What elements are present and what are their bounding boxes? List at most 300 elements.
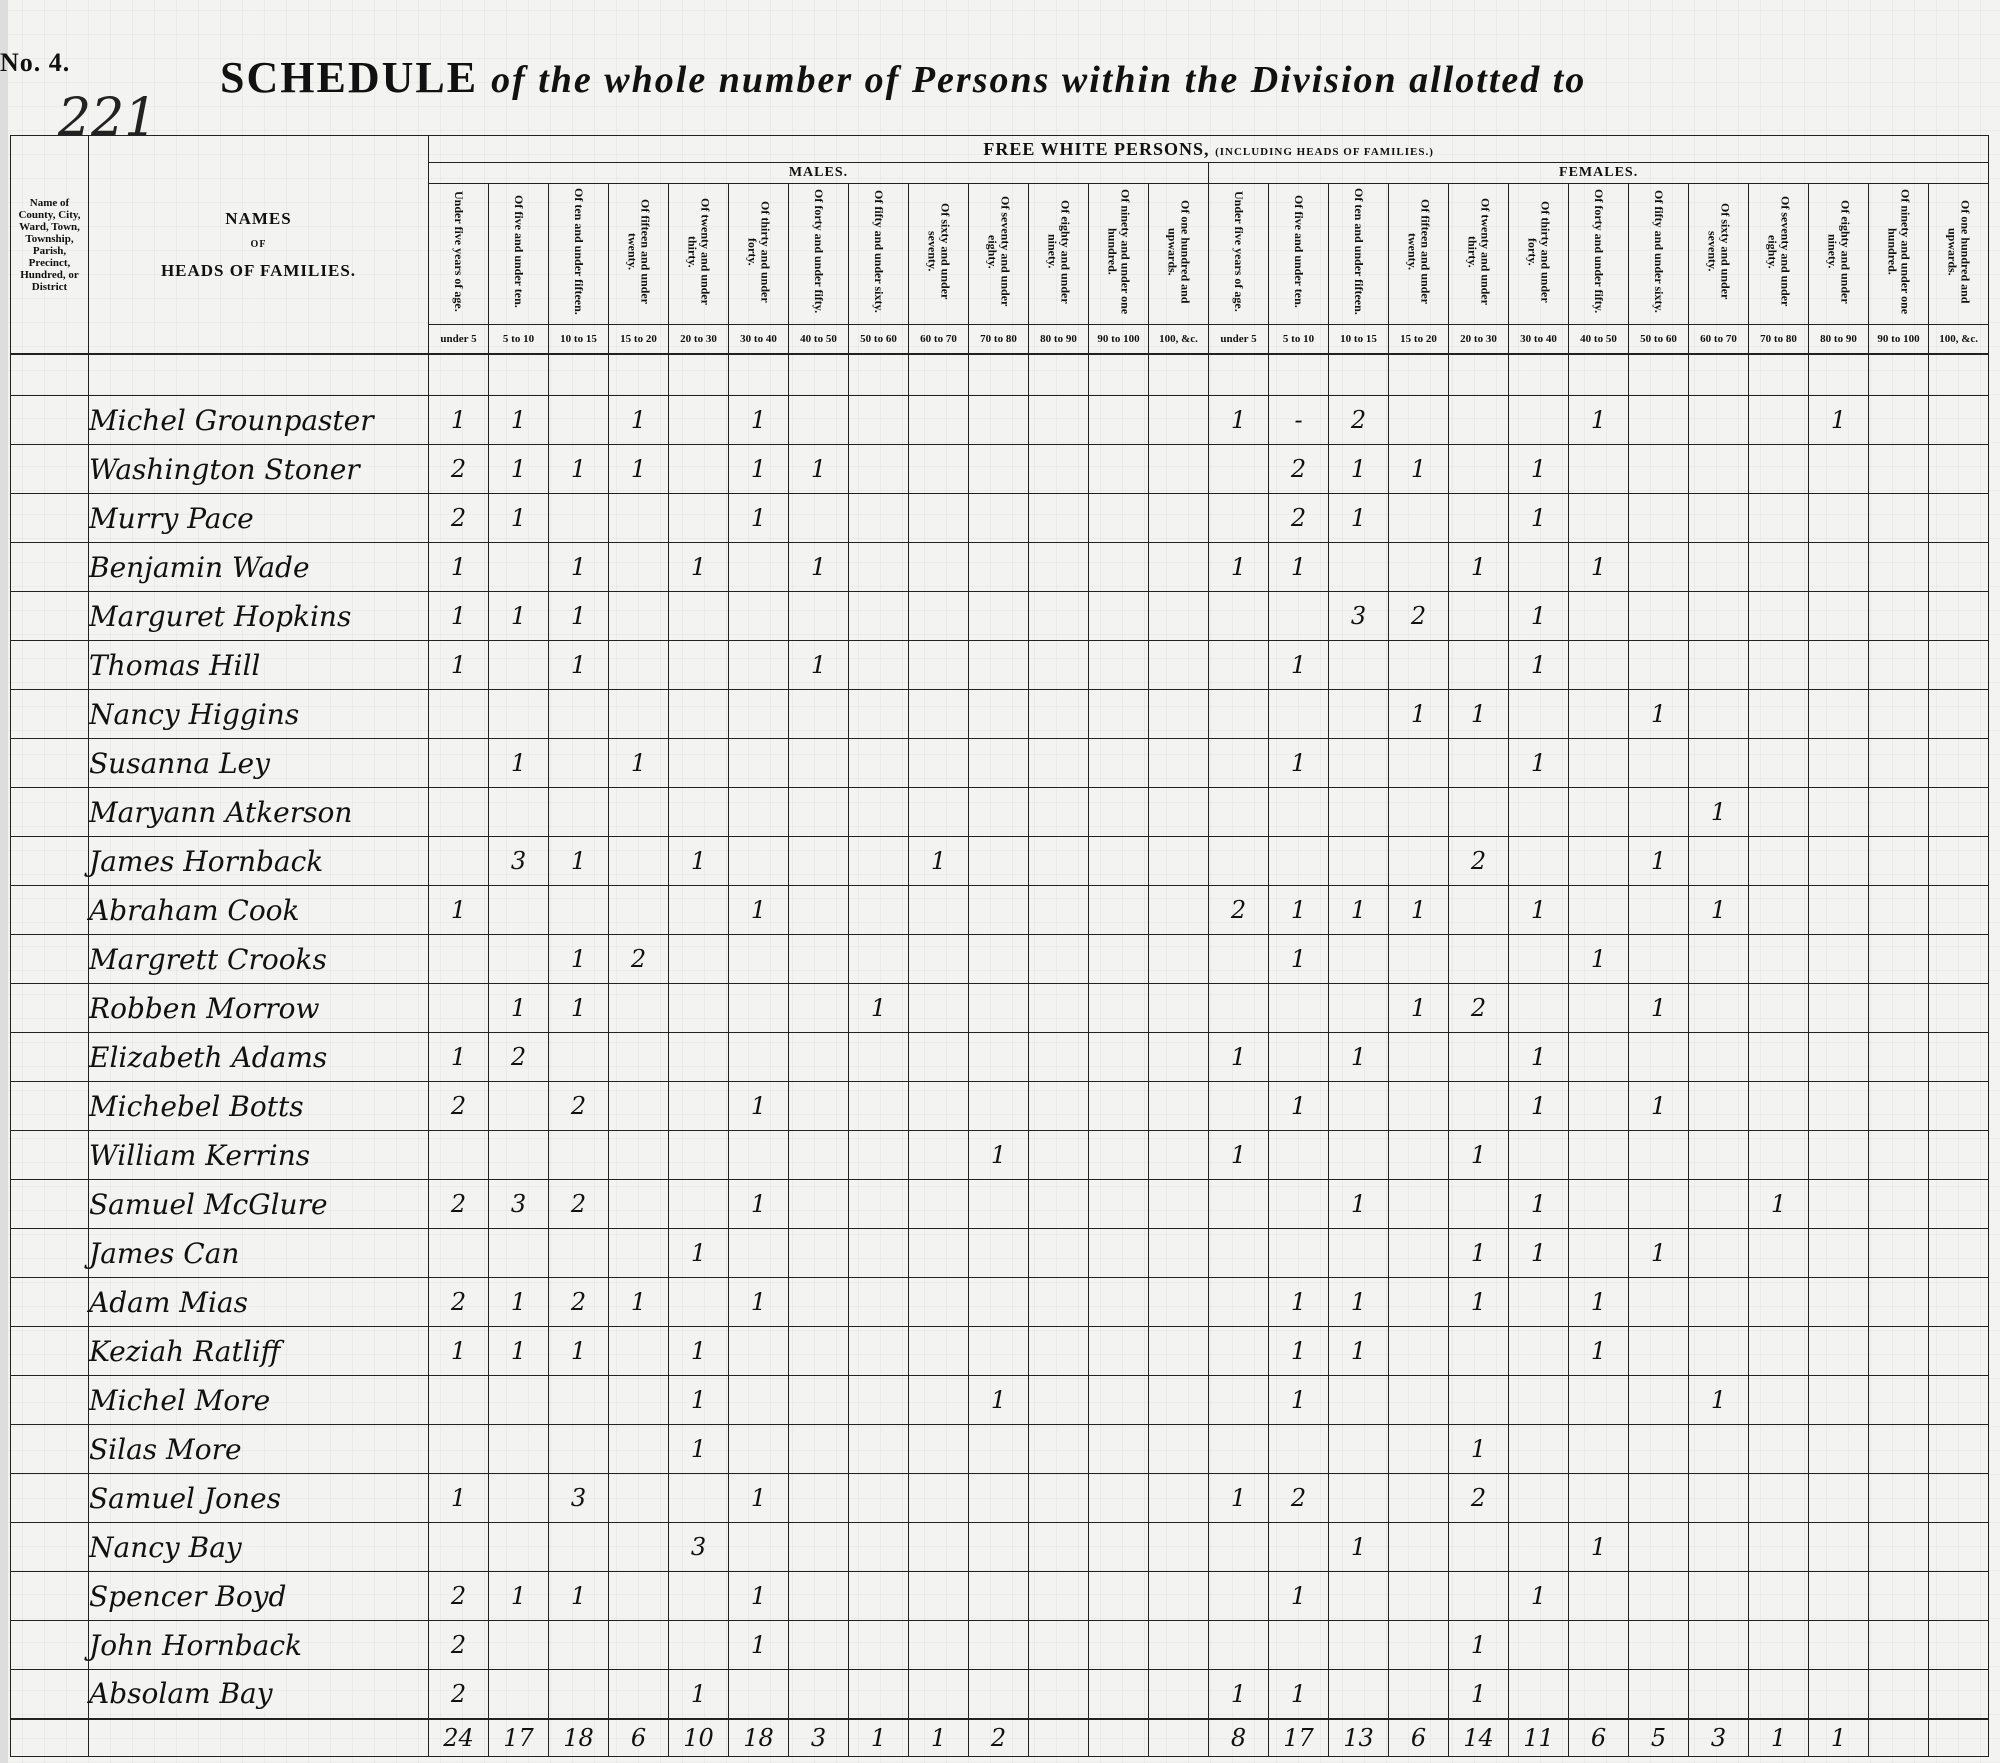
male-count-cell [489, 1425, 549, 1474]
male-count-cell [729, 1327, 789, 1376]
female-count-cell [1809, 1474, 1869, 1523]
female-age-range: 80 to 90 [1809, 325, 1869, 355]
male-count-cell [1089, 1572, 1149, 1621]
female-count-cell [1629, 641, 1689, 690]
female-count-cell [1629, 1376, 1689, 1425]
male-count-cell [609, 543, 669, 592]
male-count-cell [1029, 1621, 1089, 1670]
male-count-cell [609, 1572, 669, 1621]
male-count-cell [849, 543, 909, 592]
male-count-cell [789, 1327, 849, 1376]
gap-cell [729, 354, 789, 396]
household-row [11, 445, 1989, 494]
female-count-cell [1389, 641, 1449, 690]
male-count-cell [849, 1425, 909, 1474]
male-count-cell [1089, 1474, 1149, 1523]
male-count-cell [849, 1621, 909, 1670]
male-count-cell: 1 [969, 1376, 1029, 1425]
female-count-cell [1629, 1474, 1689, 1523]
female-count-cell [1809, 445, 1869, 494]
county-cell [11, 1180, 89, 1229]
male-count-cell [1149, 739, 1209, 788]
female-count-cell [1629, 494, 1689, 543]
female-count-cell [1629, 788, 1689, 837]
gap-cell [1029, 354, 1089, 396]
female-count-cell [1569, 1621, 1629, 1670]
female-count-cell: 2 [1389, 592, 1449, 641]
county-cell [11, 543, 89, 592]
female-count-cell [1869, 1033, 1929, 1082]
male-count-cell [729, 592, 789, 641]
male-count-cell [489, 886, 549, 935]
female-count-cell [1449, 1033, 1509, 1082]
male-count-cell [609, 494, 669, 543]
male-count-cell: 1 [489, 494, 549, 543]
male-count-cell [549, 739, 609, 788]
female-count-cell: 1 [1509, 1572, 1569, 1621]
female-count-cell [1449, 788, 1509, 837]
county-cell [11, 1229, 89, 1278]
male-count-cell [609, 1425, 669, 1474]
male-count-cell [849, 1523, 909, 1572]
female-count-cell [1569, 1572, 1629, 1621]
female-count-cell [1389, 1670, 1449, 1719]
male-count-cell [849, 1180, 909, 1229]
female-age-range: 20 to 30 [1449, 325, 1509, 355]
male-age-label-text: Of thirty and under forty. [745, 200, 773, 303]
male-count-cell [849, 641, 909, 690]
female-count-cell [1929, 1376, 1989, 1425]
male-count-cell [1149, 886, 1209, 935]
female-count-cell [1569, 1229, 1629, 1278]
female-count-cell [1689, 445, 1749, 494]
male-count-cell [549, 1425, 609, 1474]
female-count-cell [1629, 886, 1689, 935]
female-count-cell [1749, 543, 1809, 592]
male-count-cell [549, 494, 609, 543]
female-count-cell [1749, 1278, 1809, 1327]
male-count-cell [789, 1376, 849, 1425]
female-count-cell [1329, 1621, 1389, 1670]
male-count-cell [609, 1033, 669, 1082]
female-count-cell [1209, 1278, 1269, 1327]
male-count-cell [1089, 445, 1149, 494]
female-count-cell [1569, 837, 1629, 886]
male-total-cell [1089, 1719, 1149, 1757]
male-age-label [1149, 184, 1209, 325]
female-count-cell: 1 [1689, 1376, 1749, 1425]
male-count-cell [1089, 592, 1149, 641]
male-count-cell [969, 1033, 1029, 1082]
household-row [11, 886, 1989, 935]
male-count-cell [1029, 1523, 1089, 1572]
female-count-cell: 1 [1629, 1229, 1689, 1278]
male-total-cell: 3 [789, 1719, 849, 1757]
male-count-cell [909, 1278, 969, 1327]
female-count-cell: 1 [1629, 984, 1689, 1033]
gap-cell [1389, 354, 1449, 396]
male-count-cell [729, 984, 789, 1033]
head-of-family-name: James Hornback [89, 837, 429, 886]
male-count-cell: 1 [489, 1278, 549, 1327]
male-count-cell [669, 445, 729, 494]
female-count-cell: 1 [1329, 494, 1389, 543]
names-header-line1: NAMES [225, 208, 292, 228]
female-count-cell: 1 [1449, 690, 1509, 739]
female-count-cell [1869, 837, 1929, 886]
male-count-cell [1029, 690, 1089, 739]
male-count-cell [849, 837, 909, 886]
female-count-cell: 1 [1509, 641, 1569, 690]
female-count-cell [1269, 690, 1329, 739]
gap-cell [489, 354, 549, 396]
female-age-label [1809, 184, 1869, 325]
male-count-cell [789, 1670, 849, 1719]
male-count-cell [549, 396, 609, 445]
male-age-range: 20 to 30 [669, 325, 729, 355]
female-count-cell [1749, 690, 1809, 739]
female-count-cell [1809, 690, 1869, 739]
female-count-cell [1749, 1376, 1809, 1425]
male-count-cell [1029, 1229, 1089, 1278]
female-count-cell: 1 [1449, 1229, 1509, 1278]
male-count-cell: 1 [429, 543, 489, 592]
female-count-cell [1629, 1621, 1689, 1670]
male-count-cell [789, 1523, 849, 1572]
male-count-cell [789, 935, 849, 984]
male-age-range: 90 to 100 [1089, 325, 1149, 355]
female-count-cell [1929, 641, 1989, 690]
male-count-cell [909, 641, 969, 690]
female-count-cell [1209, 494, 1269, 543]
male-count-cell [729, 1376, 789, 1425]
male-count-cell [1029, 1474, 1089, 1523]
female-count-cell [1569, 445, 1629, 494]
male-count-cell [909, 1572, 969, 1621]
male-count-cell [1029, 1425, 1089, 1474]
male-age-label [969, 184, 1029, 325]
female-count-cell [1689, 1180, 1749, 1229]
female-count-cell [1329, 1131, 1389, 1180]
female-count-cell [1749, 641, 1809, 690]
male-age-label-text: Under five years of age. [452, 191, 466, 312]
male-count-cell: 1 [969, 1131, 1029, 1180]
totals-row [11, 1719, 1989, 1757]
female-count-cell [1749, 592, 1809, 641]
household-row [11, 1376, 1989, 1425]
female-count-cell: 1 [1509, 445, 1569, 494]
male-count-cell [489, 1082, 549, 1131]
female-count-cell [1329, 984, 1389, 1033]
female-count-cell [1389, 1131, 1449, 1180]
female-count-cell [1749, 396, 1809, 445]
head-of-family-name: James Can [89, 1229, 429, 1278]
female-count-cell: 1 [1389, 984, 1449, 1033]
male-count-cell [969, 1082, 1029, 1131]
male-count-cell [909, 739, 969, 788]
male-count-cell: 1 [489, 1572, 549, 1621]
male-count-cell [429, 739, 489, 788]
female-age-range: 50 to 60 [1629, 325, 1689, 355]
gap-cell [11, 354, 89, 396]
male-count-cell [669, 1572, 729, 1621]
male-count-cell [1089, 494, 1149, 543]
male-count-cell: 3 [549, 1474, 609, 1523]
female-count-cell [1329, 935, 1389, 984]
female-count-cell: 1 [1269, 935, 1329, 984]
male-count-cell [489, 1474, 549, 1523]
female-count-cell [1269, 1229, 1329, 1278]
male-age-label-text: Of ten and under fifteen. [572, 188, 586, 315]
county-cell [11, 1327, 89, 1376]
male-count-cell [1029, 1131, 1089, 1180]
female-count-cell [1209, 788, 1269, 837]
county-cell [11, 494, 89, 543]
male-count-cell [1149, 1229, 1209, 1278]
female-count-cell: 1 [1509, 592, 1569, 641]
male-count-cell [909, 1082, 969, 1131]
female-count-cell [1929, 935, 1989, 984]
female-count-cell: 2 [1449, 984, 1509, 1033]
female-count-cell: 1 [1269, 641, 1329, 690]
female-count-cell [1389, 1376, 1449, 1425]
female-count-cell [1929, 837, 1989, 886]
female-count-cell: 1 [1449, 1670, 1509, 1719]
female-count-cell [1629, 935, 1689, 984]
female-count-cell [1389, 1278, 1449, 1327]
county-cell [11, 1670, 89, 1719]
female-count-cell [1869, 984, 1929, 1033]
female-count-cell [1869, 1621, 1929, 1670]
male-count-cell [969, 837, 1029, 886]
female-count-cell [1869, 1425, 1929, 1474]
male-count-cell [789, 396, 849, 445]
gap-cell [1809, 354, 1869, 396]
free-white-persons-header [429, 136, 1989, 163]
gap-cell [1929, 354, 1989, 396]
female-count-cell [1749, 1082, 1809, 1131]
male-count-cell [729, 837, 789, 886]
female-age-label-text: Of fifty and under sixty. [1652, 190, 1666, 313]
male-count-cell: 1 [669, 1327, 729, 1376]
male-count-cell [1089, 886, 1149, 935]
female-age-label-text: Of fifteen and under twenty. [1405, 199, 1433, 304]
female-age-label-text: Of sixty and under seventy. [1705, 203, 1733, 300]
male-total-cell [1029, 1719, 1089, 1757]
male-count-cell [789, 984, 849, 1033]
female-count-cell: 1 [1569, 1523, 1629, 1572]
male-count-cell: 1 [729, 396, 789, 445]
female-count-cell [1689, 1327, 1749, 1376]
male-total-cell: 10 [669, 1719, 729, 1757]
male-count-cell: 1 [729, 445, 789, 494]
female-count-cell [1809, 837, 1869, 886]
female-count-cell: 1 [1269, 739, 1329, 788]
county-cell [11, 690, 89, 739]
female-count-cell: 2 [1329, 396, 1389, 445]
male-count-cell [909, 1376, 969, 1425]
county-cell [11, 1033, 89, 1082]
female-count-cell [1929, 886, 1989, 935]
female-count-cell [1569, 739, 1629, 788]
head-of-family-name: Michebel Botts [89, 1082, 429, 1131]
female-count-cell [1389, 935, 1449, 984]
male-count-cell [1149, 690, 1209, 739]
male-count-cell [1029, 886, 1089, 935]
female-count-cell [1509, 690, 1569, 739]
male-count-cell [729, 935, 789, 984]
female-count-cell [1509, 543, 1569, 592]
male-count-cell [969, 1572, 1029, 1621]
male-count-cell [429, 1425, 489, 1474]
female-count-cell [1869, 1131, 1929, 1180]
male-count-cell [669, 886, 729, 935]
male-age-label [669, 184, 729, 325]
female-count-cell [1869, 935, 1929, 984]
female-count-cell [1569, 1033, 1629, 1082]
male-age-label-text: Of one hundred and upwards. [1165, 199, 1193, 304]
male-count-cell: 1 [489, 445, 549, 494]
male-age-range: 80 to 90 [1029, 325, 1089, 355]
female-count-cell [1869, 1376, 1929, 1425]
male-count-cell: 1 [729, 494, 789, 543]
male-count-cell: 1 [789, 641, 849, 690]
male-count-cell [609, 1376, 669, 1425]
male-count-cell [1089, 1131, 1149, 1180]
male-count-cell [729, 641, 789, 690]
male-count-cell [429, 935, 489, 984]
male-count-cell [1149, 837, 1209, 886]
female-total-cell: 6 [1569, 1719, 1629, 1757]
head-of-family-name: Benjamin Wade [89, 543, 429, 592]
header-gap-row [11, 354, 1989, 396]
female-count-cell [1929, 788, 1989, 837]
male-count-cell [1149, 1523, 1209, 1572]
male-count-cell [969, 494, 1029, 543]
male-count-cell [1029, 494, 1089, 543]
female-count-cell [1809, 1180, 1869, 1229]
male-count-cell [669, 1131, 729, 1180]
male-count-cell [1149, 494, 1209, 543]
male-count-cell [669, 1033, 729, 1082]
female-count-cell [1629, 1131, 1689, 1180]
female-count-cell [1449, 396, 1509, 445]
male-count-cell: 1 [429, 592, 489, 641]
county-cell [11, 1082, 89, 1131]
county-cell [11, 1278, 89, 1327]
male-count-cell: 3 [489, 1180, 549, 1229]
head-of-family-name: Nancy Higgins [89, 690, 429, 739]
male-count-cell [669, 1082, 729, 1131]
male-count-cell [789, 788, 849, 837]
male-count-cell: 1 [789, 445, 849, 494]
male-total-cell: 18 [729, 1719, 789, 1757]
male-count-cell: 2 [489, 1033, 549, 1082]
male-age-label-text: Of twenty and under thirty. [685, 197, 713, 305]
male-age-label [609, 184, 669, 325]
household-row [11, 396, 1989, 445]
female-age-range: 5 to 10 [1269, 325, 1329, 355]
female-count-cell: 1 [1689, 886, 1749, 935]
female-total-cell: 13 [1329, 1719, 1389, 1757]
female-count-cell [1809, 1082, 1869, 1131]
female-count-cell [1689, 984, 1749, 1033]
male-age-label-text: Of fifty and under sixty. [872, 190, 886, 313]
female-count-cell: 1 [1569, 396, 1629, 445]
schedule-title [220, 52, 1586, 103]
female-count-cell [1509, 1131, 1569, 1180]
gap-cell [609, 354, 669, 396]
female-count-cell: 1 [1509, 494, 1569, 543]
male-count-cell [489, 690, 549, 739]
county-cell [11, 739, 89, 788]
female-count-cell [1689, 837, 1749, 886]
female-count-cell [1689, 1474, 1749, 1523]
male-count-cell [429, 1229, 489, 1278]
female-count-cell [1809, 1572, 1869, 1621]
household-row [11, 690, 1989, 739]
county-cell [11, 396, 89, 445]
male-count-cell [909, 1327, 969, 1376]
female-age-range: 30 to 40 [1509, 325, 1569, 355]
male-count-cell [609, 886, 669, 935]
male-count-cell [1149, 1033, 1209, 1082]
male-count-cell [909, 1425, 969, 1474]
female-count-cell [1689, 1033, 1749, 1082]
male-count-cell [789, 1621, 849, 1670]
female-count-cell [1569, 1425, 1629, 1474]
male-age-label [789, 184, 849, 325]
female-count-cell [1689, 1523, 1749, 1572]
female-count-cell [1569, 886, 1629, 935]
male-count-cell [1149, 788, 1209, 837]
male-count-cell [849, 1229, 909, 1278]
male-count-cell [489, 1523, 549, 1572]
female-age-range: 40 to 50 [1569, 325, 1629, 355]
male-count-cell [969, 1278, 1029, 1327]
male-count-cell [729, 543, 789, 592]
male-age-range: 40 to 50 [789, 325, 849, 355]
male-count-cell [729, 690, 789, 739]
female-count-cell [1389, 1033, 1449, 1082]
female-count-cell [1629, 1425, 1689, 1474]
female-count-cell [1869, 788, 1929, 837]
male-count-cell: 1 [549, 1572, 609, 1621]
male-count-cell [1029, 984, 1089, 1033]
household-row [11, 837, 1989, 886]
female-count-cell: 3 [1329, 592, 1389, 641]
gap-cell [1509, 354, 1569, 396]
female-count-cell [1329, 1376, 1389, 1425]
male-count-cell [609, 984, 669, 1033]
female-count-cell [1869, 1523, 1929, 1572]
female-count-cell [1749, 445, 1809, 494]
female-count-cell: 1 [1809, 396, 1869, 445]
head-of-family-name: Marguret Hopkins [89, 592, 429, 641]
names-column-header [89, 136, 429, 355]
male-count-cell: 1 [729, 1621, 789, 1670]
female-count-cell [1689, 1425, 1749, 1474]
female-count-cell [1329, 1670, 1389, 1719]
female-count-cell [1569, 641, 1629, 690]
male-count-cell: 1 [729, 1082, 789, 1131]
female-total-cell: 1 [1749, 1719, 1809, 1757]
male-count-cell: 3 [489, 837, 549, 886]
male-count-cell [549, 1670, 609, 1719]
female-age-label-text: Of forty and under fifty. [1592, 189, 1606, 314]
male-count-cell [849, 1131, 909, 1180]
male-count-cell [1029, 837, 1089, 886]
